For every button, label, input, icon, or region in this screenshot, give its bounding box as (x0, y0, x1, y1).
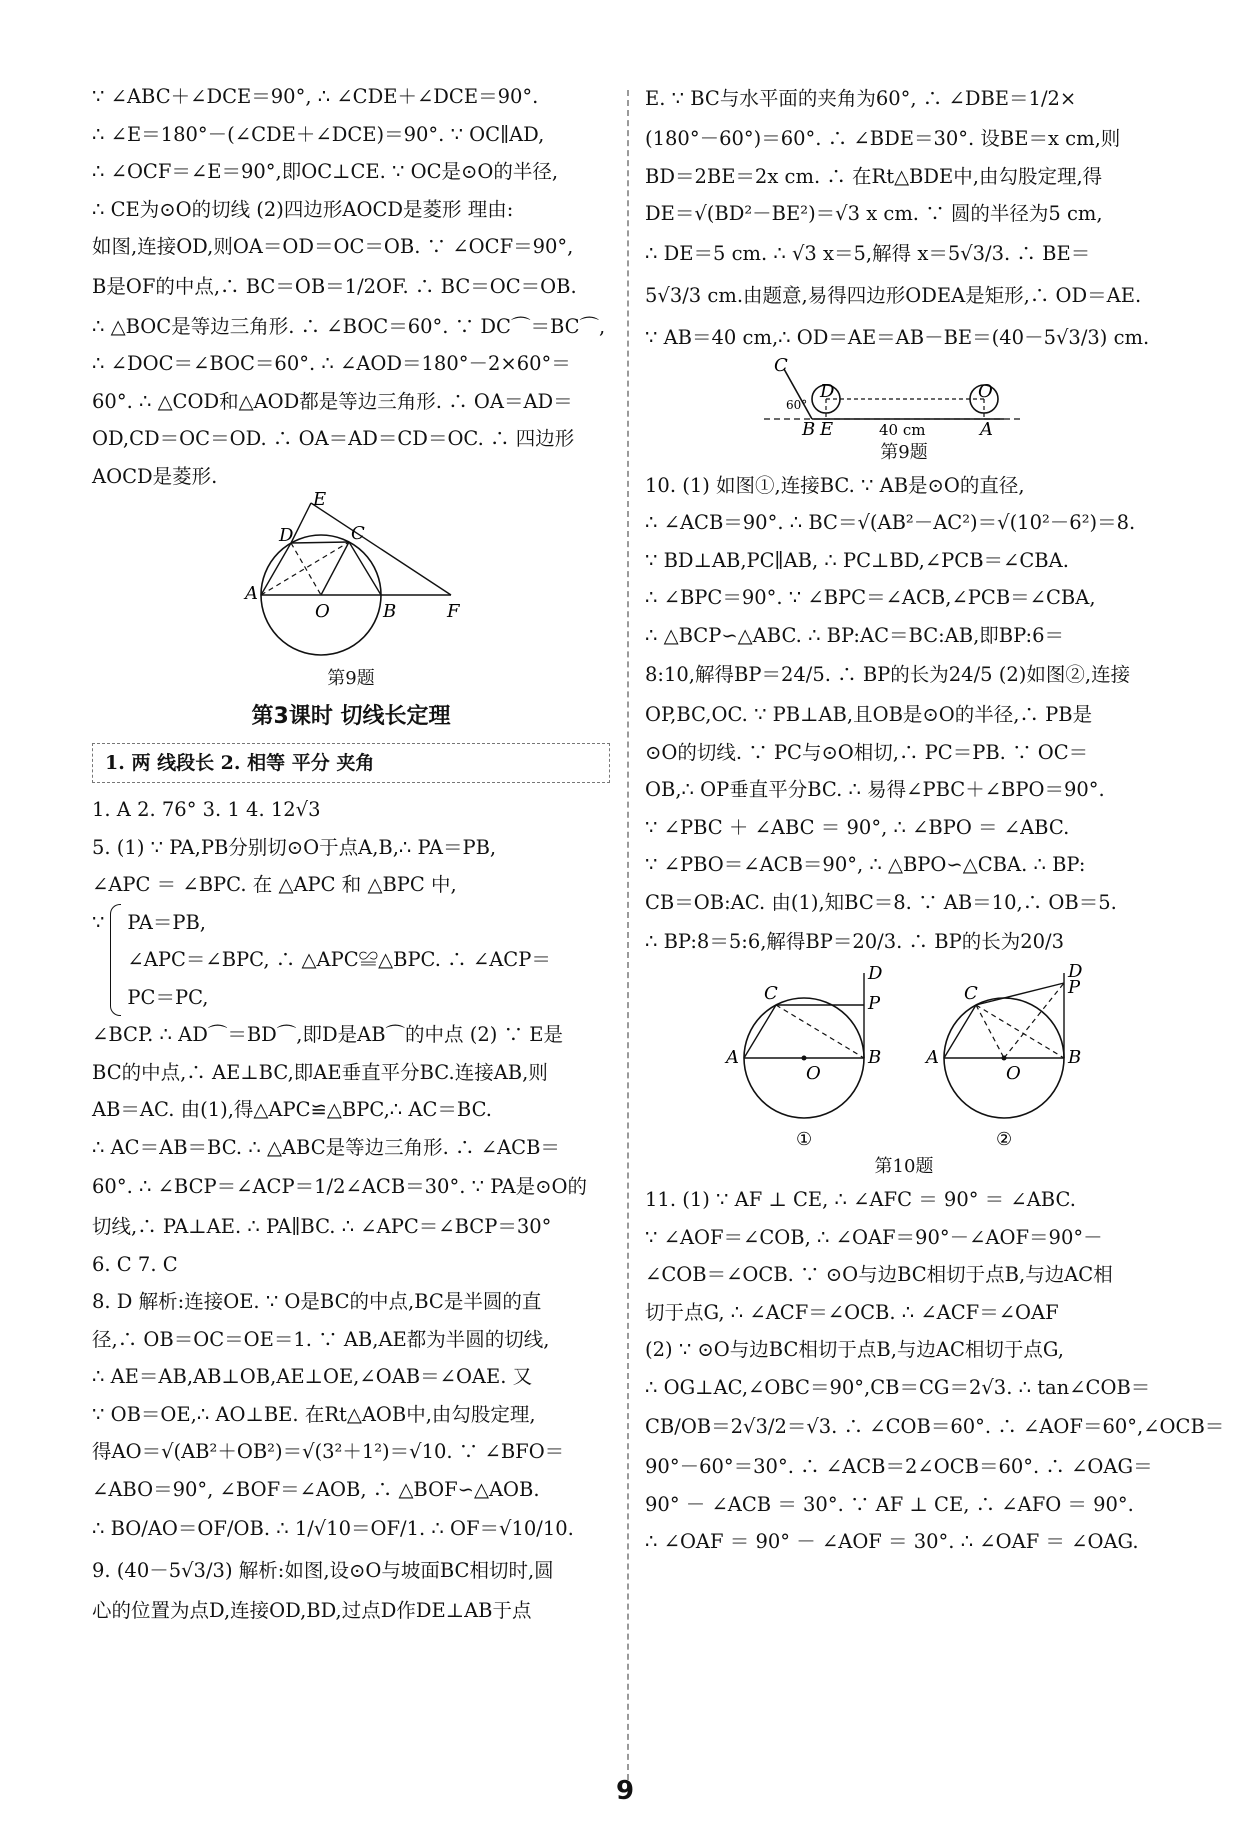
text-line: ∵ ∠PBC ＋ ∠ABC ＝ 90°, ∴ ∠BPO ＝ ∠ABC. (645, 815, 1070, 839)
label-c: C (351, 523, 365, 544)
text-line: ∠ABO＝90°, ∠BOF＝∠AOB, ∴ △BOF∽△AOB. (92, 1477, 540, 1501)
text-line: 60°. ∴ ∠BCP＝∠ACP＝1/2∠ACB＝30°. ∵ PA是⊙O的 (92, 1175, 587, 1198)
text-line: 5. (1) ∵ PA,PB分别切⊙O于点A,B,∴ PA＝PB, (92, 835, 497, 859)
fig1-label-p: P (868, 993, 881, 1014)
fig2-label-a: A (926, 1047, 939, 1068)
text-line: 90° － ∠ACB ＝ 30°. ∵ AF ⊥ CE, ∴ ∠AFO ＝ 90°. (645, 1492, 1134, 1516)
label-b: B (802, 418, 816, 440)
label-c: C (774, 354, 788, 376)
column-divider (627, 90, 629, 1790)
section-title: 第3课时 切线长定理 (251, 704, 451, 729)
text-line: ∴ AE＝AB,AB⊥OB,AE⊥OE,∠OAB＝∠OAE. 又 (92, 1365, 533, 1388)
figure-caption: 第9题 (327, 668, 375, 689)
right-text-block-a (645, 78, 1163, 359)
angle-label: 60° (786, 397, 808, 412)
text-line: ∴ ∠OAF ＝ 90° － ∠AOF ＝ 30°. ∴ ∠OAF ＝ ∠OAG. (645, 1530, 1139, 1553)
text-line: ∴ △BCP∽△ABC. ∴ BP:AC＝BC:AB,即BP:6＝ (645, 623, 1065, 647)
brace-row: PC＝PC, (127, 985, 209, 1009)
figure-9-circle-tangent (231, 489, 471, 665)
fig1-label-d: D (868, 963, 883, 984)
left-column (92, 78, 610, 1630)
text-line: 8. D 解析:连接OE. ∵ O是BC的中点,BC是半圆的直 (92, 1290, 542, 1313)
brace-row: ∠APC＝∠BPC, ∴ △APC≌△BPC. ∴ ∠ACP＝ (127, 948, 551, 971)
text-line: ∠COB＝∠OCB. ∵ ⊙O与边BC相切于点B,与边AC相 (645, 1263, 1113, 1286)
text-line: ∴ CE为⊙O的切线 (2)四边形AOCD是菱形 理由: (92, 197, 514, 221)
label-d: D (279, 525, 294, 546)
text-line: ⊙O的切线. ∵ PC与⊙O相切,∴ PC＝PB. ∵ OC＝ (645, 740, 1089, 764)
fig2-label-c: C (964, 983, 978, 1004)
fig1-mark: ① (796, 1129, 813, 1150)
length-label: 40 cm (879, 420, 926, 439)
text-line: CB/OB＝2√3/2＝√3. ∴ ∠COB＝60°. ∴ ∠AOF＝60°,∠OCB＝ (645, 1415, 1225, 1438)
label-b: B (383, 601, 397, 622)
text-line: E. ∵ BC与水平面的夹角为60°, ∴ ∠DBE＝1/2× (645, 87, 1077, 110)
text-line: ∴ △BOC是等边三角形. ∴ ∠BOC＝60°. ∵ DC⌒＝BC⌒, (92, 314, 606, 338)
text-line: (180°－60°)＝60°. ∴ ∠BDE＝30°. 设BE＝x cm,则 (645, 127, 1121, 150)
figure-9-slope (764, 354, 1044, 440)
text-line: 11. (1) ∵ AF ⊥ CE, ∴ ∠AFC ＝ 90° ＝ ∠ABC. (645, 1188, 1076, 1211)
text-line: 切线,∴ PA⊥AE. ∴ PA∥BC. ∴ ∠APC＝∠BCP＝30° (92, 1215, 552, 1238)
text-line: 如图,连接OD,则OA＝OD＝OC＝OB. ∵ ∠OCF＝90°, (92, 235, 574, 258)
text-line: AOCD是菱形. (92, 464, 218, 488)
page-number: 9 (615, 1776, 635, 1806)
text-line: AB＝AC. 由(1),得△APC≌△BPC,∴ AC＝BC. (92, 1098, 492, 1121)
text-line: OB,∴ OP垂直平分BC. ∴ 易得∠PBC＋∠BPO＝90°. (645, 778, 1105, 801)
text-line: ∴ ∠E＝180°－(∠CDE＋∠DCE)＝90°. ∵ OC∥AD, (92, 122, 545, 146)
text-line: ∴ ∠BPC＝90°. ∵ ∠BPC＝∠ACB,∠PCB＝∠CBA, (645, 586, 1096, 609)
text-line: BD＝2BE＝2x cm. ∴ 在Rt△BDE中,由勾股定理,得 (645, 164, 1103, 188)
fig2-mark: ② (996, 1129, 1013, 1150)
text-line: ∴ BP:8＝5:6,解得BP＝20/3. ∴ BP的长为20/3 (645, 930, 1064, 953)
text-line: ∵ ∠AOF＝∠COB, ∴ ∠OAF＝90°－∠AOF＝90°－ (645, 1225, 1103, 1249)
text-line: ∵ ∠ABC＋∠DCE＝90°, ∴ ∠CDE＋∠DCE＝90°. (92, 85, 539, 108)
text-line: ∠BCP. ∴ AD⌒＝BD⌒,即D是AB⌒的中点 (2) ∵ E是 (92, 1023, 563, 1046)
label-a: A (980, 418, 993, 440)
text-line: (2) ∵ ⊙O与边BC相切于点B,与边AC相切于点G, (645, 1338, 1064, 1361)
text-line: 得AO＝√(AB²＋OB²)＝√(3²＋1²)＝√10. ∵ ∠BFO＝ (92, 1440, 565, 1463)
label-d: D (820, 380, 835, 402)
text-line: 8:10,解得BP＝24/5. ∴ BP的长为24/5 (2)如图②,连接 (645, 663, 1131, 686)
text-line: 6. C 7. C (92, 1252, 178, 1276)
text-line: OP,BC,OC. ∵ PB⊥AB,且OB是⊙O的半径,∴ PB是 (645, 703, 1093, 726)
text-line: CB＝OB:AC. 由(1),知BC＝8. ∵ AB＝10,∴ OB＝5. (645, 890, 1117, 914)
fig2-label-b: B (1068, 1047, 1082, 1068)
left-text-block-c (92, 1016, 610, 1630)
label-o: O (315, 601, 330, 622)
text-line: ∵ OB＝OE,∴ AO⊥BE. 在Rt△AOB中,由勾股定理, (92, 1402, 536, 1426)
right-column (645, 78, 1225, 1561)
label-e: E (313, 489, 327, 510)
text-line: 1. A 2. 76° 3. 1 4. 12√3 (92, 798, 321, 821)
text-line: ∴ DE＝5 cm. ∴ √3 x＝5,解得 x＝5√3/3. ∴ BE＝ (645, 241, 1091, 265)
figure-caption: 第10题 (874, 1156, 934, 1177)
fig1-label-b: B (868, 1047, 882, 1068)
text-line: 径,∴ OB＝OC＝OE＝1. ∵ AB,AE都为半圆的切线, (92, 1327, 550, 1351)
text-line: ∠APC ＝ ∠BPC. 在 △APC 和 △BPC 中, (92, 873, 457, 896)
brace-bracket (110, 904, 121, 1017)
right-text-block-b (645, 467, 1163, 964)
text-line: 切于点G, ∴ ∠ACF＝∠OCB. ∴ ∠ACF＝∠OAF (645, 1300, 1059, 1324)
text-line: ∴ BO/AO＝OF/OB. ∴ 1/√10＝OF/1. ∴ OF＝√10/10. (92, 1517, 574, 1540)
fig1-label-o: O (806, 1063, 821, 1084)
text-line: ∵ AB＝40 cm,∴ OD＝AE＝AB－BE＝(40－5√3/3) cm. (645, 325, 1150, 349)
label-a: A (245, 583, 258, 604)
figure-10 (704, 963, 1104, 1153)
fig2-label-p: P (1068, 977, 1081, 998)
text-line: 5√3/3 cm.由题意,易得四边形ODEA是矩形,∴ OD＝AE. (645, 283, 1142, 307)
fig2-label-o: O (1006, 1063, 1021, 1084)
text-line: ∴ ∠OCF＝∠E＝90°,即OC⊥CE. ∵ OC是⊙O的半径, (92, 160, 559, 183)
right-text-block-c (645, 1181, 1225, 1561)
text-line: ∵ ∠PBO＝∠ACB＝90°, ∴ △BPO∽△CBA. ∴ BP: (645, 853, 1086, 876)
brace-row: PA＝PB, (127, 910, 206, 934)
boxed-answer: 1. 两 线段长 2. 相等 平分 夹角 (92, 743, 610, 783)
figure-caption: 第9题 (880, 441, 928, 463)
label-e: E (820, 418, 834, 440)
text-line: OD,CD＝OC＝OD. ∴ OA＝AD＝CD＝OC. ∴ 四边形 (92, 427, 575, 450)
left-text-block-a (92, 78, 610, 495)
because-symbol: ∵ (92, 910, 105, 934)
text-line: ∵ BD⊥AB,PC∥AB, ∴ PC⊥BD,∠PCB＝∠CBA. (645, 548, 1069, 572)
text-line: ∴ AC＝AB＝BC. ∴ △ABC是等边三角形. ∴ ∠ACB＝ (92, 1135, 560, 1159)
text-line: ∴ OG⊥AC,∠OBC＝90°,CB＝CG＝2√3. ∴ tan∠COB＝ (645, 1375, 1151, 1399)
fig1-label-c: C (764, 983, 778, 1004)
label-o: O (978, 380, 993, 402)
text-line: 60°. ∴ △COD和△AOD都是等边三角形. ∴ OA＝AD＝ (92, 389, 573, 413)
text-line: B是OF的中点,∴ BC＝OB＝1/2OF. ∴ BC＝OC＝OB. (92, 274, 577, 298)
label-f: F (447, 601, 460, 622)
text-line: 10. (1) 如图①,连接BC. ∵ AB是⊙O的直径, (645, 473, 1025, 497)
fig2-label-d: D (1068, 961, 1083, 982)
equation-system (92, 904, 610, 1017)
text-line: ∴ ∠DOC＝∠BOC＝60°. ∴ ∠AOD＝180°－2×60°＝ (92, 352, 571, 375)
text-line: 心的位置为点D,连接OD,BD,过点D作DE⊥AB于点 (92, 1599, 532, 1622)
fig1-label-a: A (726, 1047, 739, 1068)
left-text-block-b (92, 791, 610, 904)
text-line: 9. (40－5√3/3) 解析:如图,设⊙O与坡面BC相切时,圆 (92, 1559, 554, 1582)
text-line: DE＝√(BD²－BE²)＝√3 x cm. ∵ 圆的半径为5 cm, (645, 202, 1103, 225)
text-line: 90°－60°＝30°. ∴ ∠ACB＝2∠OCB＝60°. ∴ ∠OAG＝ (645, 1455, 1153, 1478)
text-line: ∴ ∠ACB＝90°. ∴ BC＝√(AB²－AC²)＝√(10²－6²)＝8. (645, 511, 1136, 534)
text-line: BC的中点,∴ AE⊥BC,即AE垂直平分BC.连接AB,则 (92, 1060, 548, 1084)
